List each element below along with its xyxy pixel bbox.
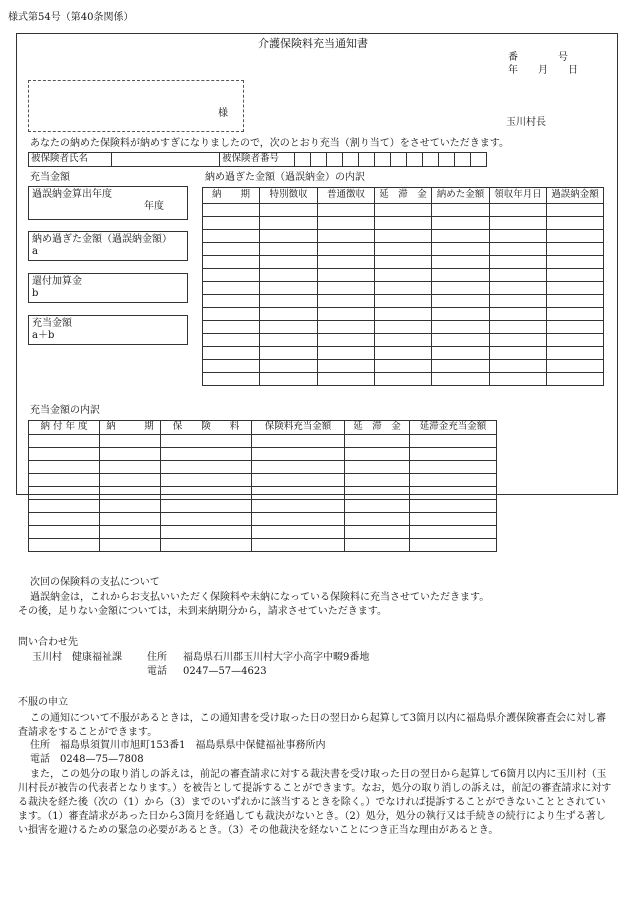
table-cell [252, 435, 345, 448]
table-cell [375, 360, 432, 373]
table-cell [260, 347, 318, 360]
table-cell [29, 539, 100, 552]
header-cell: 普通徴収 [318, 188, 375, 204]
table-cell [100, 474, 161, 487]
table-cell [29, 500, 100, 513]
table-cell [161, 448, 252, 461]
table-cell [547, 230, 604, 243]
next-payment-title: 次回の保険料の支払について [30, 577, 160, 588]
table-row [203, 334, 604, 347]
table-cell [432, 269, 490, 282]
table-cell [203, 204, 260, 217]
table-cell [345, 500, 410, 513]
table-cell [375, 217, 432, 230]
table-cell [252, 474, 345, 487]
table-cell [100, 461, 161, 474]
header-cell: 領収年月日 [490, 188, 547, 204]
table-cell [203, 282, 260, 295]
table-cell [318, 347, 375, 360]
table-cell [432, 334, 490, 347]
table-cell [203, 243, 260, 256]
table-row [29, 539, 497, 552]
table-cell [345, 526, 410, 539]
table-row [29, 513, 497, 526]
header-cell: 延滞金充当金額 [410, 421, 497, 435]
refund-addition-label: 還付加算金 [32, 276, 82, 287]
number-digit-cell [375, 153, 391, 167]
table-row [29, 474, 497, 487]
table-cell [203, 308, 260, 321]
table-cell [432, 373, 490, 386]
addressee-suffix: 様 [218, 108, 228, 119]
table-cell [490, 217, 547, 230]
table-cell [375, 256, 432, 269]
table-cell [547, 373, 604, 386]
insured-name-cell [112, 153, 220, 167]
refund-addition-sub: b [32, 287, 39, 299]
table-cell [432, 230, 490, 243]
table-cell [318, 243, 375, 256]
form-number: 様式第54号（第40条関係） [8, 12, 134, 23]
table-cell [410, 539, 497, 552]
table-cell [345, 487, 410, 500]
header-cell: 延 滞 金 [345, 421, 410, 435]
number-digit-cell [359, 153, 375, 167]
table-row [203, 373, 604, 386]
table-cell [547, 243, 604, 256]
table-cell [490, 334, 547, 347]
table-row [29, 448, 497, 461]
table-cell [318, 373, 375, 386]
table-cell [490, 204, 547, 217]
number-digit-cell [343, 153, 359, 167]
appropriation-amount-sub: a＋b [32, 329, 55, 341]
table-cell [547, 269, 604, 282]
table-cell [375, 321, 432, 334]
overpay-breakdown-table [202, 187, 604, 386]
table-cell [161, 487, 252, 500]
table-cell [345, 461, 410, 474]
table-cell [29, 448, 100, 461]
table-cell [410, 461, 497, 474]
table-cell [203, 334, 260, 347]
header-cell: 延 滞 金 [375, 188, 432, 204]
number-digit-cell [423, 153, 439, 167]
table-cell [260, 269, 318, 282]
header-cell: 保険料充当金額 [252, 421, 345, 435]
table-cell [432, 321, 490, 334]
table-cell [432, 295, 490, 308]
table-cell [318, 256, 375, 269]
table-cell [161, 500, 252, 513]
number-digit-cell [311, 153, 327, 167]
table-cell [100, 526, 161, 539]
document-title: 介護保険料充当通知書 [258, 37, 368, 50]
table-cell [547, 334, 604, 347]
table-cell [410, 513, 497, 526]
table-row [203, 256, 604, 269]
table-cell [490, 347, 547, 360]
number-digit-cell [295, 153, 311, 167]
table-cell [260, 321, 318, 334]
contact-title: 問い合わせ先 [18, 637, 78, 648]
date-label: 年 月 日 [508, 65, 578, 76]
number-label: 番 号 [508, 52, 568, 63]
table-cell [318, 360, 375, 373]
contact-phone-label: 電話 [147, 666, 167, 677]
table-cell [260, 204, 318, 217]
appropriation-breakdown-table [28, 420, 497, 552]
table-cell [252, 500, 345, 513]
table-cell [260, 282, 318, 295]
table-cell [345, 539, 410, 552]
table-cell [161, 461, 252, 474]
table-cell [100, 539, 161, 552]
table-cell [432, 204, 490, 217]
table-cell [318, 295, 375, 308]
appeal-address: 住所 福島県須賀川市旭町153番1 福島県県中保健福祉事務所内 [30, 740, 326, 751]
number-digit-cell [391, 153, 407, 167]
table-row [203, 321, 604, 334]
table-cell [203, 269, 260, 282]
issuer: 玉川村長 [506, 117, 546, 128]
table-row [29, 435, 497, 448]
overpaid-amount-sub: a [32, 245, 38, 257]
table-cell [100, 513, 161, 526]
table-cell [203, 295, 260, 308]
table-cell [260, 360, 318, 373]
table-cell [547, 217, 604, 230]
table-cell [161, 513, 252, 526]
table-cell [252, 539, 345, 552]
header-cell: 納 付 年 度 [29, 421, 100, 435]
table-cell [318, 321, 375, 334]
table-cell [375, 373, 432, 386]
overpaid-amount-label: 納め過ぎた金額（過誤納金額） [32, 234, 172, 245]
table-cell [29, 474, 100, 487]
table-row [203, 360, 604, 373]
table-cell [547, 282, 604, 295]
insured-info-table [28, 152, 487, 167]
table-cell [375, 282, 432, 295]
table-row [203, 217, 604, 230]
table-cell [375, 204, 432, 217]
appeal-paragraph-1: この通知について不服があるときは，この通知書を受け取った日の翌日から起算して3箇月以内に福島県介護保険審査会に対し審査請求をすることができます。 [18, 713, 607, 738]
table-row [29, 461, 497, 474]
table-cell [252, 513, 345, 526]
table-cell [410, 474, 497, 487]
table-cell [375, 295, 432, 308]
table-cell [490, 282, 547, 295]
next-payment-line: その後，足りない金額については，未到来納期分から，請求させていただきます。 [18, 606, 387, 617]
overpaid-amount-box [28, 231, 188, 261]
table-cell [490, 321, 547, 334]
table-cell [432, 360, 490, 373]
calc-year-box [28, 186, 188, 220]
table-cell [375, 347, 432, 360]
table-cell [432, 347, 490, 360]
table-row [29, 526, 497, 539]
header-cell: 納めた金額 [432, 188, 490, 204]
contact-dept: 玉川村 健康福祉課 [32, 652, 122, 663]
table-cell [547, 204, 604, 217]
table-cell [100, 435, 161, 448]
appeal-phone: 電話 0248—75—7808 [30, 754, 144, 765]
table-cell [203, 217, 260, 230]
table-cell [490, 295, 547, 308]
table-cell [318, 230, 375, 243]
table-cell [161, 435, 252, 448]
contact-address: 福島県石川郡玉川村大字小高字中畷9番地 [183, 652, 370, 663]
table-cell [260, 217, 318, 230]
table-cell [260, 256, 318, 269]
table-cell [318, 217, 375, 230]
table-cell [345, 435, 410, 448]
table-cell [345, 513, 410, 526]
insured-number-label: 被保険者番号 [220, 153, 295, 167]
table-cell [161, 539, 252, 552]
table-row [203, 347, 604, 360]
contact-phone: 0247—57—4623 [183, 666, 267, 677]
table-cell [252, 526, 345, 539]
header-cell: 特別徴収 [260, 188, 318, 204]
addressee-window [28, 80, 244, 132]
table-cell [410, 500, 497, 513]
table-cell [345, 448, 410, 461]
table-cell [375, 230, 432, 243]
table-row [203, 243, 604, 256]
refund-addition-box [28, 273, 188, 303]
table-cell [161, 526, 252, 539]
table-cell [252, 487, 345, 500]
contact-address-label: 住所 [147, 652, 167, 663]
table-cell [260, 295, 318, 308]
table-cell [547, 308, 604, 321]
table-cell [203, 360, 260, 373]
table-cell [375, 308, 432, 321]
next-payment-line: 過誤納金は，これからお支払いいただく保険料や未納になっている保険料に充当させていただきます。 [30, 592, 490, 603]
table-cell [161, 474, 252, 487]
insured-name-label: 被保険者氏名 [29, 153, 112, 167]
table-cell [375, 334, 432, 347]
appropriation-amount-label: 充当金額 [32, 318, 72, 329]
overpay-breakdown-title: 納め過ぎた金額（過誤納金）の内訳 [205, 172, 365, 183]
table-cell [252, 448, 345, 461]
table-cell [432, 282, 490, 295]
table-cell [432, 243, 490, 256]
number-digit-cell [327, 153, 343, 167]
table-cell [410, 526, 497, 539]
table-cell [410, 435, 497, 448]
table-cell [100, 500, 161, 513]
calc-year-suffix: 年度 [144, 200, 164, 212]
table-cell [432, 256, 490, 269]
table-cell [547, 347, 604, 360]
table-cell [547, 256, 604, 269]
table-row [203, 295, 604, 308]
intro-text: あなたの納めた保険料が納めすぎになりましたので，次のとおり充当（割り当て）をさせていただきます。 [30, 138, 509, 149]
table-cell [29, 435, 100, 448]
table-cell [203, 373, 260, 386]
table-cell [260, 243, 318, 256]
table-cell [375, 243, 432, 256]
table-row [203, 308, 604, 321]
table-cell [547, 321, 604, 334]
number-digit-cell [439, 153, 455, 167]
table-cell [100, 487, 161, 500]
table-cell [203, 321, 260, 334]
table-cell [490, 373, 547, 386]
table-cell [318, 282, 375, 295]
table-cell [432, 217, 490, 230]
table-row [29, 487, 497, 500]
appropriation-amount-box [28, 315, 188, 345]
table-cell [203, 347, 260, 360]
number-digit-cell [407, 153, 423, 167]
table-cell [318, 269, 375, 282]
header-cell: 保 険 料 [161, 421, 252, 435]
table-cell [203, 230, 260, 243]
table-cell [490, 230, 547, 243]
table-cell [410, 448, 497, 461]
table-cell [252, 461, 345, 474]
table-cell [260, 308, 318, 321]
appeal-title: 不服の申立 [18, 697, 68, 708]
table-cell [375, 269, 432, 282]
table-cell [29, 461, 100, 474]
table-row [203, 230, 604, 243]
table-cell [203, 256, 260, 269]
number-digit-cell [455, 153, 471, 167]
appropriation-label: 充当金額 [30, 172, 70, 183]
table-row [203, 204, 604, 217]
table-cell [490, 360, 547, 373]
table-cell [100, 448, 161, 461]
number-digit-cell [471, 153, 487, 167]
header-cell: 納 期 [203, 188, 260, 204]
table-cell [260, 373, 318, 386]
table-cell [29, 487, 100, 500]
table-cell [260, 334, 318, 347]
table-cell [318, 334, 375, 347]
table-cell [490, 269, 547, 282]
table-cell [432, 308, 490, 321]
header-cell: 過誤納金額 [547, 188, 604, 204]
table-cell [490, 308, 547, 321]
table-cell [490, 243, 547, 256]
table-row [203, 269, 604, 282]
table-cell [29, 526, 100, 539]
table-cell [547, 295, 604, 308]
table-row [203, 282, 604, 295]
breakdown-title: 充当金額の内訳 [30, 405, 100, 416]
table-cell [260, 230, 318, 243]
appeal-paragraph-2: また，この処分の取り消しの訴えは，前記の審査請求に対する裁決書を受け取った日の翌日から起算して6箇月以内に玉川村（玉川村長が被告の代表者となります。）を被告として提訴することができます。なお，処分の取り消しの訴えは，前記の審査請求に対する裁決を経た後（次の（1）から（3）までのいずれかに該当するときを除く。）でなければ提訴することができないこととされています。（1）審査請求があった日から3箇月を経過しても裁決がないとき。（2）処分，処分の執行又は手続きの続行により生ずる著しい損害を避けるための緊急の必要があるとき。（3）その他裁決を経ないことにつき正当な理由があるとき。 [18, 769, 612, 836]
table-cell [345, 474, 410, 487]
table-cell [490, 256, 547, 269]
table-row [29, 500, 497, 513]
table-cell [318, 204, 375, 217]
header-cell: 納 期 [100, 421, 161, 435]
table-cell [547, 360, 604, 373]
table-cell [29, 513, 100, 526]
calc-year-label: 過誤納金算出年度 [32, 189, 112, 200]
table-cell [410, 487, 497, 500]
table-cell [318, 308, 375, 321]
